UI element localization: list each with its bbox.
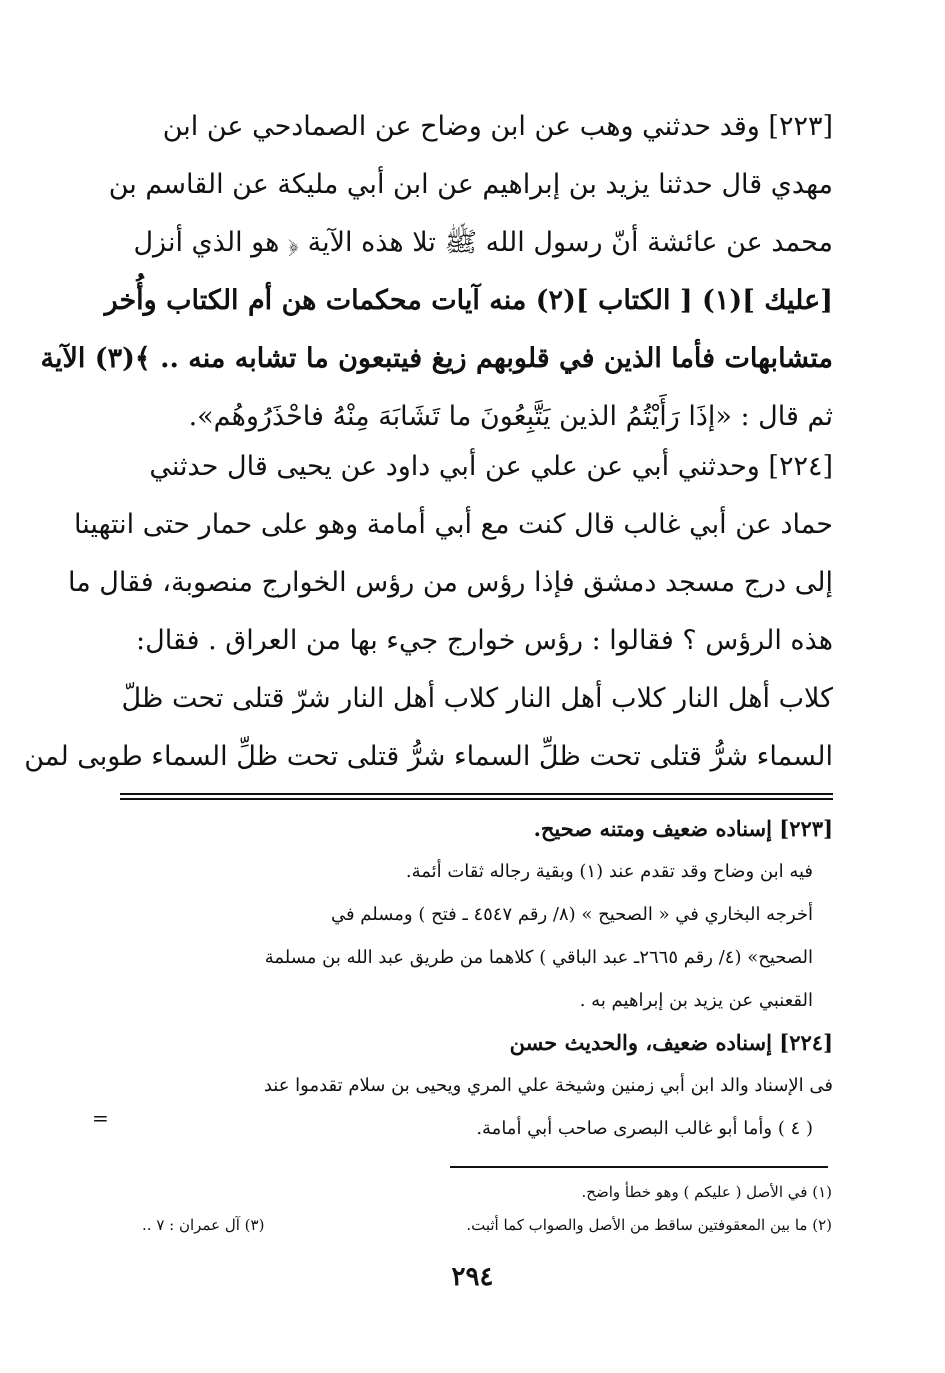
footnote-separator-rule <box>450 1166 828 1168</box>
note-224-line-1: فى الإسناد والد ابن أبي زمنين وشيخة علي المري ويحيى بن سلام تقدموا عند <box>263 1075 833 1096</box>
note-223-line-4: القعنبي عن يزيد بن إبراهيم به . <box>579 990 813 1011</box>
hadith-224-line-5: كلاب أهل النار كلاب أهل النار كلاب أهل النار شرّ قتلى تحت ظلّ <box>121 683 833 714</box>
hadith-223-line-6: ثم قال : «إذَا رَأَيْتُمُ الذين يَتَّبِعُونَ ما تَشَابَهَ مِنْهُ فاحْذَرُوهُم». <box>188 401 833 432</box>
note-224-line-2: ( ٤ ) وأما أبو غالب البصرى صاحب أبي أمامة. <box>476 1118 813 1139</box>
hadith-223-line-3: محمد عن عائشة أنّ رسول الله ﷺ تلا هذه الآية ﴿ هو الذي أنزل <box>133 227 833 258</box>
hadith-224-line-4: هذه الرؤس ؟ فقالوا : رؤس خوارج جيء بها من العراق . فقال: <box>136 625 833 656</box>
hadith-223-line-5: متشابهات فأما الذين في قلوبهم زيغ فيتبعون ما تشابه منه .. ﴾(٣) الآية <box>40 343 833 374</box>
hadith-223-line-2: مهدي قال حدثنا يزيد بن إبراهيم عن ابن أبي مليكة عن القاسم بن <box>108 169 833 200</box>
footnote-1: (١) في الأصل ( عليكم ) وهو خطأ واضح. <box>581 1183 832 1201</box>
note-224-title: [٢٢٤] إسناده ضعيف، والحديث حسن <box>509 1030 833 1055</box>
continuation-mark: = <box>92 1106 109 1130</box>
note-223-title: [٢٢٣] إسناده ضعيف ومتنه صحيح. <box>533 816 833 841</box>
hadith-224-line-6: السماء شرُّ قتلى تحت ظلِّ السماء شرُّ قتلى تحت ظلِّ السماء طوبى لمن <box>24 741 833 772</box>
hadith-224-line-1: [٢٢٤] وحدثني أبي عن علي عن أبي داود عن يحيى قال حدثني <box>149 451 833 482</box>
notes-separator-double-rule <box>120 793 833 800</box>
note-223-line-3: الصحيح» (٤/ رقم ٢٦٦٥ـ عبد الباقي ) كلاهما من طريق عبد الله بن مسلمة <box>264 947 813 968</box>
footnote-3: (٣) آل عمران : ٧ .. <box>142 1216 265 1234</box>
note-223-line-1: فيه ابن وضاح وقد تقدم عند (١) وبقية رجاله ثقات أئمة. <box>405 861 813 882</box>
hadith-224-paragraph <box>24 438 833 786</box>
note-223-line-2: أخرجه البخاري في « الصحيح » (٨/ رقم ٤٥٤٧ ـ فتح ) ومسلم في <box>330 904 813 925</box>
page-number: ٢٩٤ <box>451 1262 494 1292</box>
hadith-223-line-4: [عليك ](١) [ الكتاب ](٢) منه آيات محكمات هن أم الكتاب وأُخر <box>104 285 833 316</box>
footnote-2: (٢) ما بين المعقوفتين ساقط من الأصل والصواب كما أثبت. <box>466 1216 832 1234</box>
hadith-224-line-3: إلى درج مسجد دمشق فإذا رؤس من رؤس الخوارج منصوبة، فقال ما <box>68 567 833 598</box>
hadith-224-line-2: حماد عن أبي غالب قال كنت مع أبي أمامة وهو على حمار حتى انتهينا <box>74 509 833 540</box>
hadith-223-paragraph <box>40 98 833 446</box>
commentary-notes <box>118 808 833 1150</box>
hadith-223-line-1: [٢٢٣] وقد حدثني وهب عن ابن وضاح عن الصمادحي عن ابن <box>162 111 833 142</box>
